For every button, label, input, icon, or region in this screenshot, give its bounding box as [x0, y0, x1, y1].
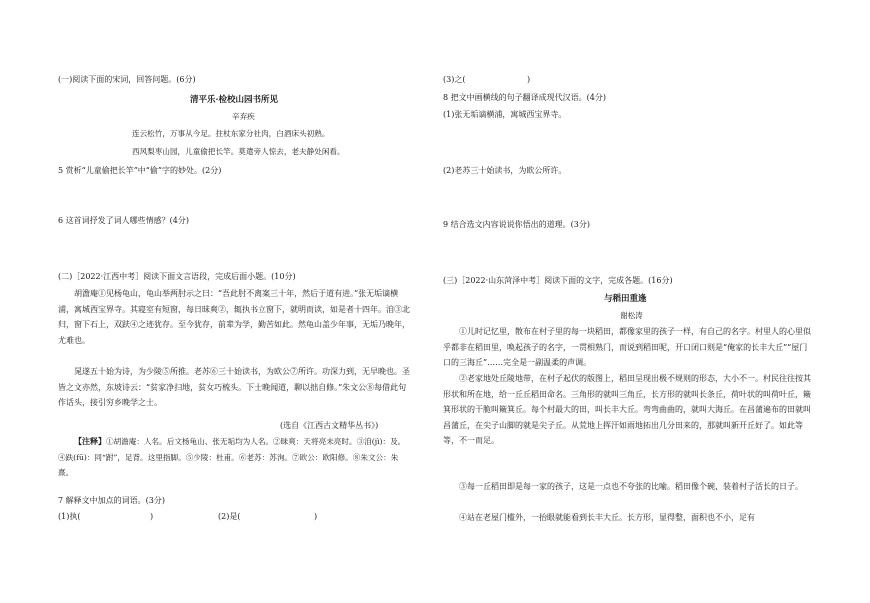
question-7-item-1: (1)执(: [58, 512, 81, 521]
passage-source: (选自《江西古文精华丛书》): [280, 421, 379, 430]
question-7-item-1-close: ): [150, 512, 154, 521]
article-paragraph-3: ③每一丘稻田即是每一家的孩子，这是一点也不夸张的比喻。稻田像个碗，装着村子活长的日子。: [459, 482, 803, 491]
question-8-item-2: (2)老苏三十始读书，为欧公所许。: [443, 166, 567, 175]
poem-author: 辛弃疾: [232, 112, 255, 121]
question-7-item-2: (2)是(: [218, 512, 241, 521]
poem-line-2: 西风梨枣山园，儿童偷把长竿。莫遣旁人惊去，老夫静处闲看。: [132, 147, 345, 156]
poem-title: 清平乐·检校山园书所见: [190, 95, 278, 105]
question-8-item-1: (1)张无垢谪横浦，寓城西宝界寺。: [443, 110, 567, 119]
question-7-item-3: (3)之(: [443, 75, 466, 84]
section1-header: (一)阅读下面的宋词，回答问题。(6分): [58, 75, 196, 84]
question-7: 7 解释文中加点的词语。(3分): [58, 496, 165, 505]
section2-header: (二)［2022·江西中考］阅读下面文言语段，完成后面小题。(10分): [58, 272, 296, 281]
annotation-label: 【注释】: [74, 436, 106, 446]
question-9: 9 结合选文内容说说你悟出的道理。(3分): [443, 220, 590, 229]
question-5: 5 赏析“儿童偷把长竿”中“偷”字的妙处。(2分): [58, 166, 222, 175]
article-author: 谢松涛: [620, 311, 643, 320]
passage-paragraph-2: 晁遂五十始为诗，为少陵⑤所推。老苏⑥三十始读书，为欧公⑦所许。功深力到，无早晚也。圣皆之文亦然，东坡诗云：“贫家净扫地，贫女巧梳头。下士晚闻道，聊以拙自修。”朱文公⑧每借此句作话头，接引穷乡晚学之士。: [58, 367, 410, 407]
question-7-item-2-close: ): [314, 512, 318, 521]
question-8: 8 把文中画横线的句子翻译成现代汉语。(4分): [443, 93, 606, 102]
passage-paragraph-1: 胡澹庵①见杨龟山，龟山举两肘示之曰：“吾此肘不离案三十年，然后于道有进。”张无垢谪横浦，寓城西宝界寺。其寝室有短窗，每日昧爽②，辄执书立窗下，就明而读，如是者十四年。洎③北归，窗下石上，双趺④之迹犹存。至今犹存，前辈为学，勤苦如此。然龟山盖少年事，无垢乃晚年，尤难也。: [58, 289, 410, 345]
section3-header: (三)［2022·山东菏泽中考］阅读下面的文字，完成各题。(16分): [443, 276, 673, 285]
article-paragraph-4: ④站在老屋门槛外，一抬眼就能看到长丰大丘。长方形，显得整，面积也不小，足有: [459, 513, 755, 522]
article-paragraph-2: ②老家地处丘陵地带，在村子起伏的版图上，稻田呈现出极不规则的形态，大小不一。村民往往按其形状和所在地，给一丘丘稻田命名。三角形的就叫三角丘，长方形的就叫长条丘，荷叶状的叫荷叶丘，簸箕形状的干脆叫簸箕丘。每个村最大的田，叫长丰大丘。弯弯曲曲的，就叫大海丘。在昌蒲遍布的田就叫昌蒲丘，在尖子山脚的就是尖子丘。从荒地上挥汗如雨地拓出几分田来的，那就叫新开丘好了。如此等等，不一而足。: [443, 374, 811, 445]
poem-line-1: 连云松竹，万事从今足。拄杖东家分社肉，白酒床头初熟。: [132, 129, 330, 138]
article-paragraph-1: ①儿时记忆里，散布在村子里的每一块稻田，都像家里的孩子一样，有自己的名字。村里人的心里似乎都非在稻田里，唤起孩子的名字，一贯相熟门，而说到稻田呢，开口闭口则是“俺家的长丰大丘”“屋门口的三海丘”……完全是一副温柔的声调。: [443, 327, 811, 367]
question-6: 6 这首词抒发了词人哪些情感？(4分): [58, 216, 189, 225]
annotation-text: ①胡澹庵：人名。后文杨龟山、张无垢均为人名。②昧爽：天将亮未亮时。③洎(jì)：及。④趺(fū)：同“跗”，足背。这里指脚。⑤少陵：杜甫。⑥老苏：苏洵。⑦欧公：欧阳修。⑧朱文公：朱熹。: [58, 437, 406, 477]
article-title: 与稻田重逢: [604, 294, 647, 304]
annotation: [58, 434, 410, 481]
question-7-item-3-close: ): [527, 75, 531, 84]
